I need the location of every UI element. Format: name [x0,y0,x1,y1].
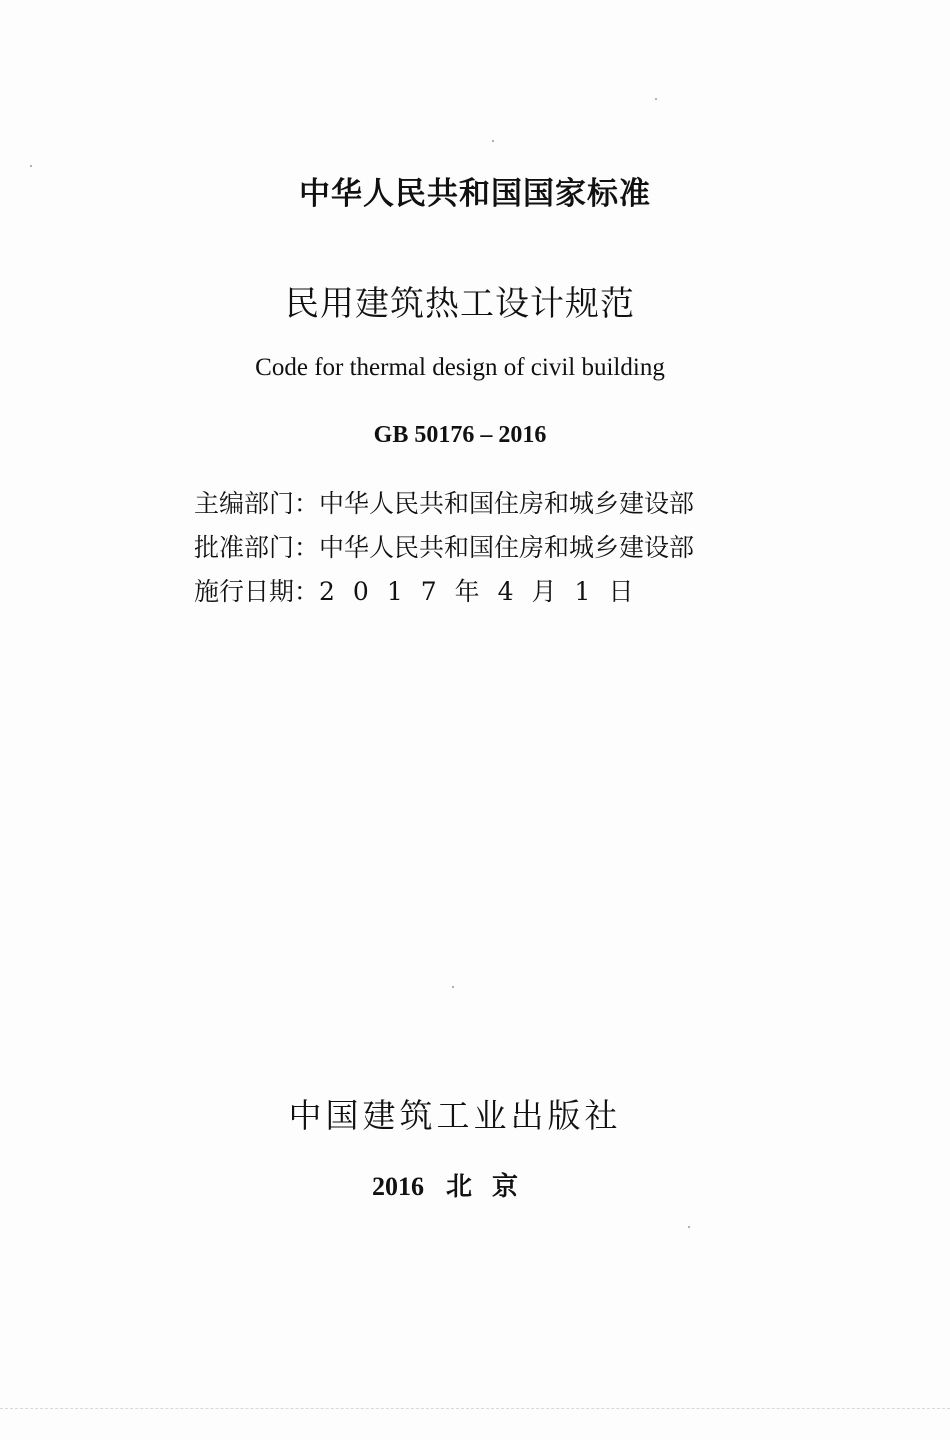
scan-speck [655,98,657,100]
info-label: 主编部门： [194,489,320,518]
standard-category: 中华人民共和国国家标准 [299,176,651,212]
scan-speck [30,165,32,167]
info-row-effective-date [194,570,754,614]
info-row-chief-editor [194,482,754,526]
document-subtitle-english: Code for thermal design of civil building [255,354,665,381]
info-value: 中华人民共和国住房和城乡建设部 [319,489,695,518]
document-title: 民用建筑热工设计规范 [285,284,635,324]
info-row-approver [194,526,754,570]
scan-speck [452,986,454,988]
publication-year: 2016 [371,1172,424,1201]
info-label: 施行日期： [194,577,320,606]
publication-city: 北京 [445,1172,538,1201]
publication-year-place [0,1166,910,1203]
info-value: 中华人民共和国住房和城乡建设部 [319,533,695,562]
scan-speck [492,140,494,142]
info-label: 批准部门： [194,533,320,562]
scan-speck [688,1226,690,1228]
publisher-name: 中国建筑工业出版社 [288,1096,622,1135]
standard-number: GB 50176 – 2016 [373,422,547,448]
issuing-info [194,482,754,614]
effective-date-value: 2017年4月1日 [319,577,652,606]
scan-edge [0,1408,950,1410]
